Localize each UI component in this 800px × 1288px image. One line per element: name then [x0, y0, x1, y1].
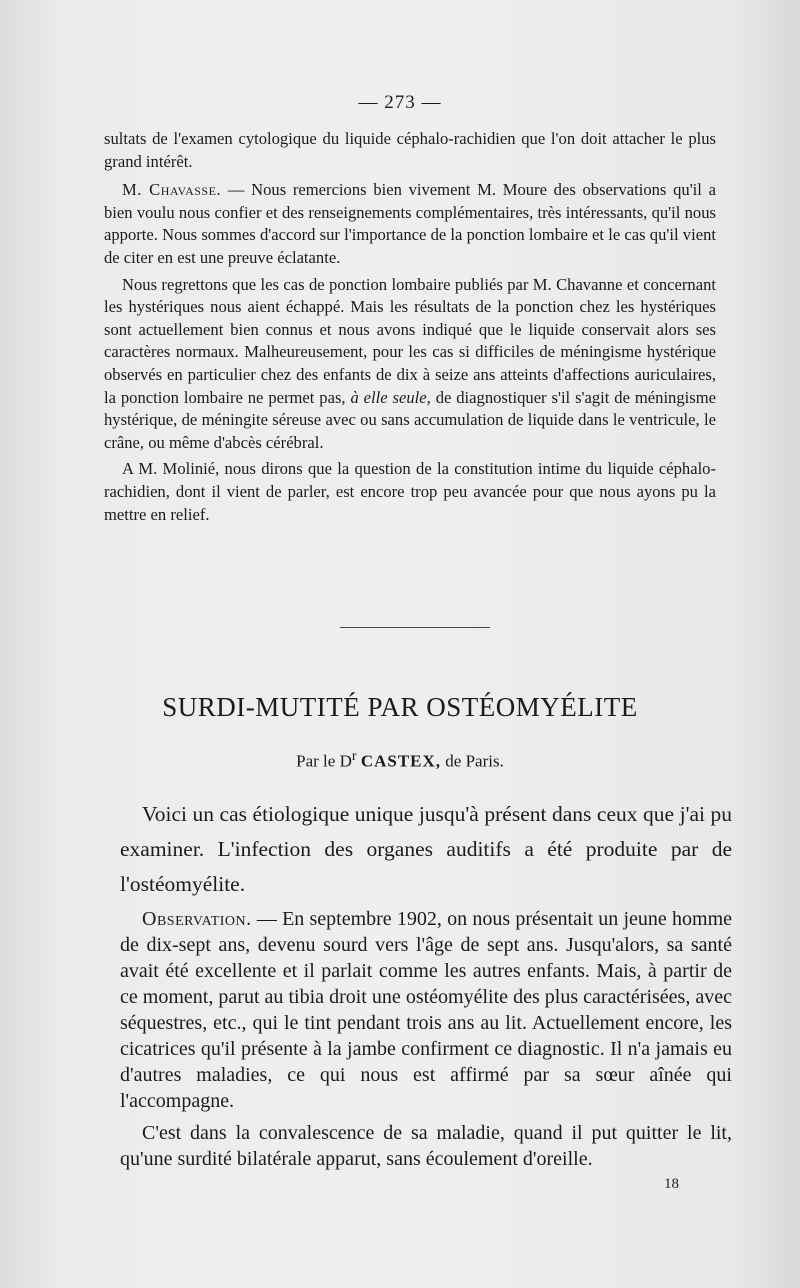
signature-mark: 18	[664, 1176, 679, 1192]
paragraph-continuation: sultats de l'examen cytologique du liquide céphalo-rachidien que l'on doit attacher le plus grand intérêt.	[104, 129, 716, 171]
paragraph-convalescence: C'est dans la convalescence de sa maladie, quand il put quitter le lit, qu'une surdité bilatérale apparut, sans écoulement d'oreille.	[120, 1122, 732, 1170]
discussion-block	[104, 128, 716, 526]
intro-block	[120, 797, 732, 902]
speaker-name: M. Chavasse.	[122, 180, 222, 200]
observation-paragraph	[120, 906, 732, 1114]
intro-paragraph: Voici un cas étiologique unique jusqu'à présent dans ceux que j'ai pu examiner. L'infection des organes auditifs a été produite par de l'ostéomyélite.	[120, 802, 732, 896]
paragraph-hysteriques	[104, 274, 716, 455]
observation-block	[120, 906, 732, 1172]
observation-label: Observation.	[142, 908, 252, 930]
observation-text: — En septembre 1902, on nous présentait un jeune homme de dix-sept ans, devenu sourd vers l'âge de sept ans. Jusqu'alors, sa santé avait été excellente et il parlait comme les autres enfants. Mais, à partir de ce moment, parut au tibia droit une ostéomyélite des plus caractérisées, avec séquestres, etc., qui le tint pendant trois ans au lit. Actuellement encore, les cicatrices qu'il présente à la jambe confirment ce diagnostic. Il n'a jamais eu d'autres maladies, ce qui nous est affirmé par sa sœur aînée qui l'accompagne.	[120, 908, 732, 1112]
paragraph-molinie: A M. Molinié, nous dirons que la question de la constitution intime du liquide céphalo-rachidien, dont il vient de parler, est encore trop peu avancée pour que nous ayons pu la mettre en relief.	[104, 459, 716, 524]
article-title: SURDI-MUTITÉ PAR OSTÉOMYÉLITE	[162, 692, 638, 722]
paragraph-text-b: de diagnostiquer s'il s'agit de méningisme hystérique, de méningite séreuse avec ou sans accumulation de liquide dans le ventricule, le crâne, ou même d'abcès cérébral.	[104, 387, 716, 452]
author-name: CASTEX,	[360, 751, 442, 771]
section-divider	[340, 627, 490, 628]
emphasis-text: à elle seule,	[350, 387, 431, 407]
page-number: — 273 —	[358, 92, 442, 113]
paragraph-text: — Nous remercions bien vivement M. Moure des observations qu'il a bien voulu nous confier et des renseignements complémentaires, très intéressants, qu'il nous apporte. Nous sommes d'accord sur l'importance de la ponction lombaire et le cas qu'il vient de citer en est une preuve éclatante.	[104, 180, 716, 267]
article-author: Par le $D^r$ CASTEX, de Paris.	[296, 748, 504, 771]
paragraph-chavasse	[104, 179, 716, 269]
paragraph-text-a: Nous regrettons que les cas de ponction lombaire publiés par M. Chavanne et concernant les hystériques nous aient échappé. Mais les résultats de la ponction chez les hystériques sont actuellement bien connus et nous avons indiqué que le liquide conservait alors ses caractères normaux. Malheureusement, pour les cas si difficiles de méningisme hystérique observés en particulier chez des enfants de dix à seize ans atteints d'affections auriculaires, la ponction lombaire ne permet pas,	[104, 274, 716, 407]
